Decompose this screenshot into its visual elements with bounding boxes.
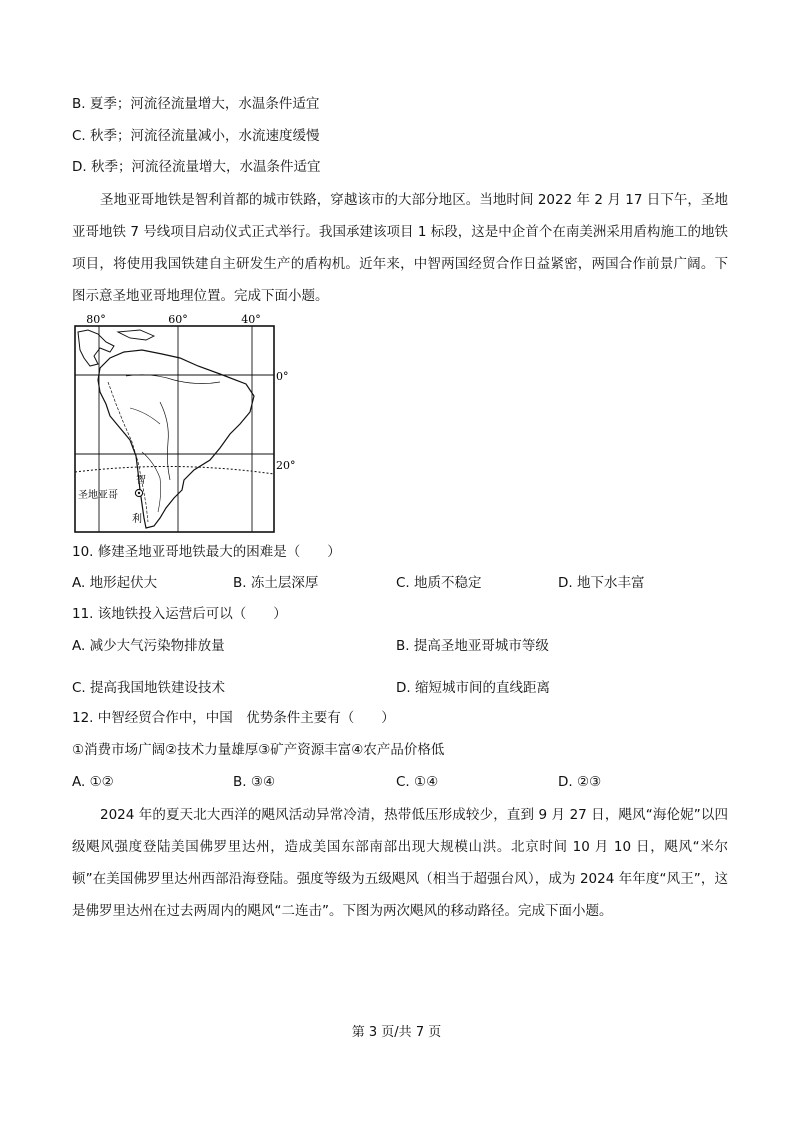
q12-option-c: C. ①④ — [396, 774, 439, 790]
q11-option-b: B. 提高圣地亚哥城市等级 — [396, 638, 549, 654]
q11-option-c: C. 提高我国地铁建设技术 — [72, 680, 226, 696]
option-d-prev: D. 秋季；河流径流量增大，水温条件适宜 — [72, 159, 321, 175]
q12-option-b: B. ③④ — [233, 774, 276, 790]
page-number-footer: 第 3 页/共 7 页 — [351, 1025, 442, 1040]
q12-option-d: D. ②③ — [558, 774, 602, 790]
question-10-stem: 10. 修建圣地亚哥地铁最大的困难是（ ） — [72, 544, 341, 560]
q11-option-d: D. 缩短城市间的直线距离 — [396, 680, 550, 696]
map-city-label-santiago: 圣地亚哥 — [78, 490, 118, 501]
q10-option-b: B. 冻土层深厚 — [233, 575, 319, 591]
map-country-label-1: 智 — [136, 475, 146, 486]
south-america-map — [70, 312, 296, 534]
question-11-stem: 11. 该地铁投入运营后可以（ ） — [72, 606, 287, 622]
map-lon-label-80: 80° — [86, 313, 106, 326]
map-country-label-2: 利 — [132, 514, 142, 525]
q11-option-a: A. 减少大气污染物排放量 — [72, 638, 225, 654]
q10-option-c: C. 地质不稳定 — [396, 575, 482, 591]
map-lat-label-0: 0° — [276, 370, 289, 383]
option-c-prev: C. 秋季；河流径流量减小，水流速度缓慢 — [72, 128, 320, 144]
map-lat-label-20: 20° — [276, 459, 296, 472]
question-12-items: ①消费市场广阔②技术力量雄厚③矿产资源丰富④农产品价格低 — [72, 742, 445, 758]
q10-option-d: D. 地下水丰富 — [558, 575, 645, 591]
passage-santiago-metro: 圣地亚哥地铁是智利首都的城市铁路，穿越该市的大部分地区。当地时间 2022 年 2 月 17 日下午，圣地亚哥地铁 7 号线项目启动仪式正式举行。我国承建该项目 1 标段，这是中企首个在南美洲采用盾构施工的地铁项目，将使用我国铁建自主研发生产的盾构机。近年来，中智两国经贸合作日益紧密，两国合作前景广阔。下图示意圣地亚哥地理位置。完成下面小题。 — [72, 192, 728, 304]
map-lon-label-40: 40° — [241, 313, 261, 326]
q12-option-a: A. ①② — [72, 774, 114, 790]
option-b-prev: B. 夏季；河流径流量增大，水温条件适宜 — [72, 96, 320, 112]
q10-option-a: A. 地形起伏大 — [72, 575, 158, 591]
map-lon-label-60: 60° — [168, 313, 188, 326]
passage-hurricanes: 2024 年的夏天北大西洋的飓风活动异常冷清，热带低压形成较少，直到 9 月 27 日，飓风“海伦妮”以四级飓风强度登陆美国佛罗里达州，造成美国东部南部出现大规模山洪。北京时间 10 月 10 日，飓风“米尔顿”在美国佛罗里达州西部沿海登陆。强度等级为五级飓风（相当于超强台风），成为 2024 年年度“风王”，这是佛罗里达州在过去两周内的飓风“二连击”。下图为两次飓风的移动路径。完成下面小题。 — [72, 807, 728, 919]
question-12-stem: 12. 中智经贸合作中，中国 优势条件主要有（ ） — [72, 710, 395, 726]
